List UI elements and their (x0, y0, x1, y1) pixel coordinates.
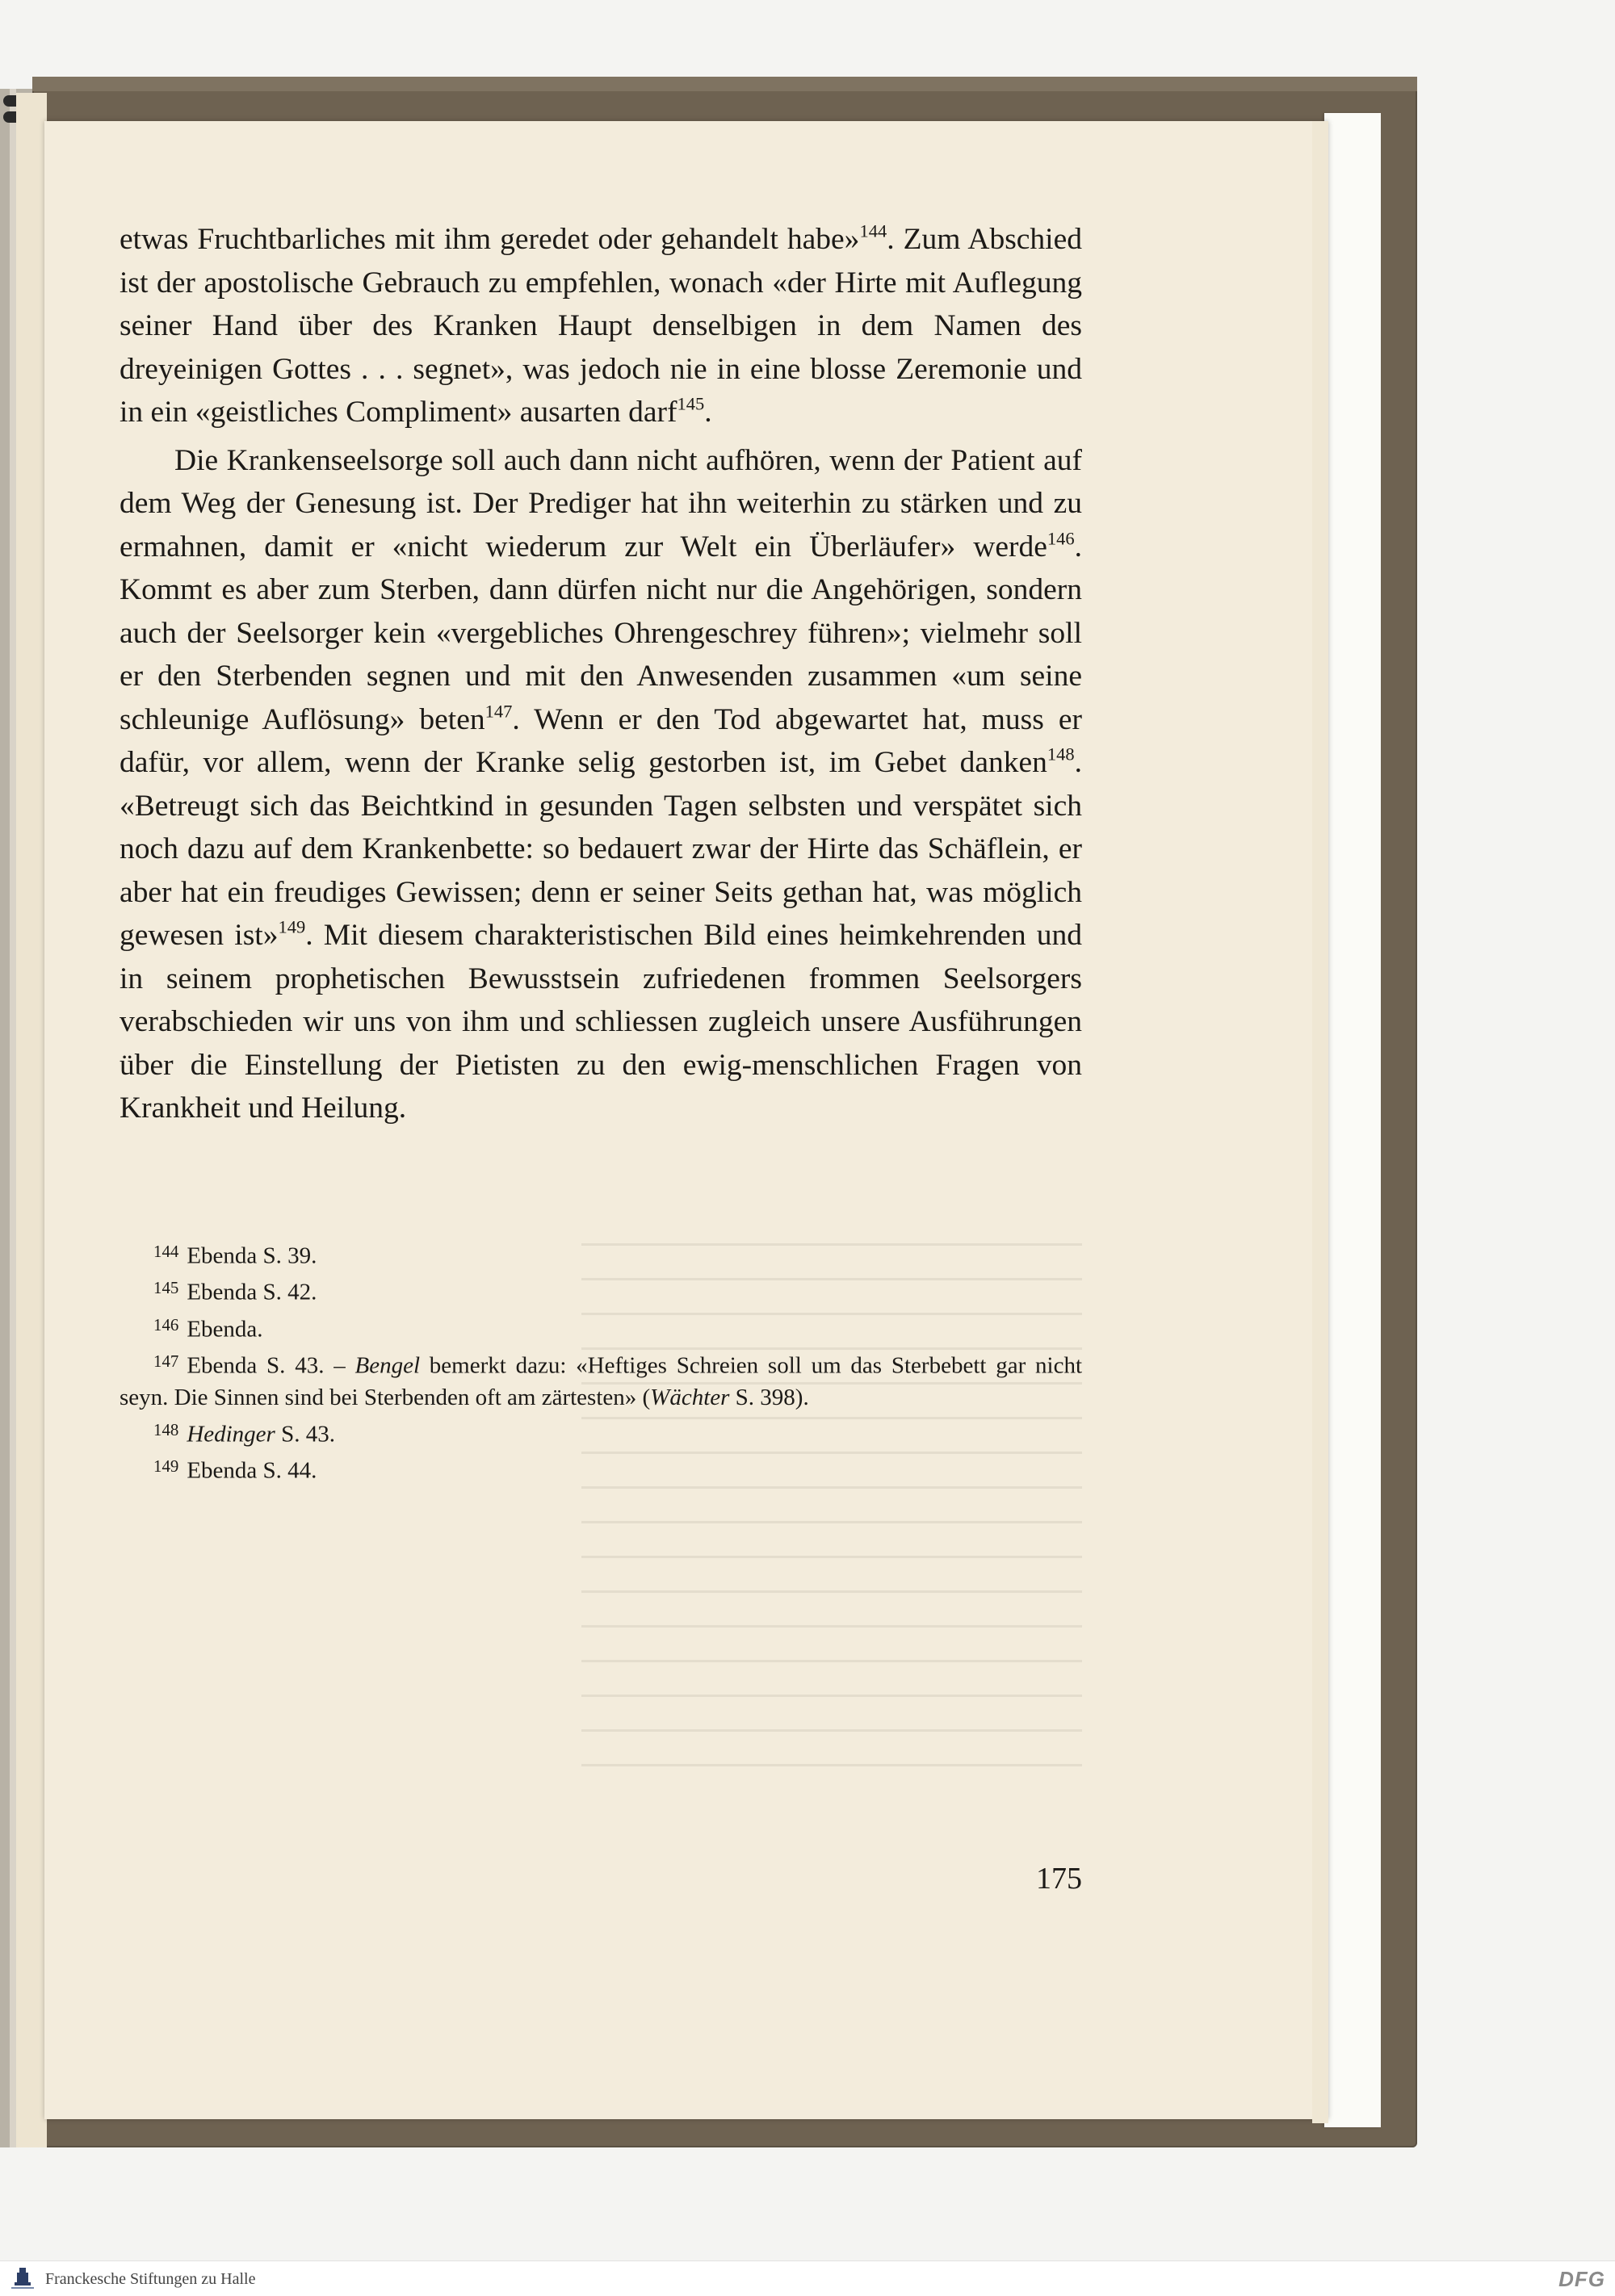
footnote-reference: 145 (677, 393, 705, 414)
footnote: $^{146}$ Ebenda. (153, 1314, 263, 1342)
footnote-number: 149 (153, 1456, 179, 1477)
footnote-reference: 147 (484, 700, 513, 721)
left-page-edge (16, 93, 47, 2147)
institution-name: Franckesche Stiftungen zu Halle (45, 2270, 256, 2288)
footnotes (120, 1235, 1082, 1487)
footnote-reference: 144 (859, 220, 887, 241)
footnote-reference: 146 (1047, 527, 1075, 548)
page-stack-edge (1324, 113, 1381, 2127)
footnote-reference: 149 (278, 916, 306, 937)
footnote-number: 147 (153, 1351, 179, 1371)
page-number: 175 (1036, 1862, 1082, 1896)
footnote: $^{147}$ Ebenda S. 43. – Bengel bemerkt dazu: «Heftiges Schreien soll um das Sterbebett gar nicht seyn. Die Sinnen sind bei Sterbenden oft am zärtesten» (Wächter S. 398). (120, 1351, 1083, 1411)
dfg-logo: DFG (1558, 2267, 1605, 2291)
footnote-number: 144 (153, 1242, 179, 1261)
cited-name: Hedinger (187, 1421, 275, 1448)
footnote: $^{149}$ Ebenda S. 44. (153, 1456, 317, 1484)
footnote: $^{148}$ Hedinger S. 43. (153, 1420, 335, 1448)
paragraph: Die Krankenseelsorge soll auch dann nicht aufhören, wenn der Patient auf dem Weg der Genesung ist. Der Prediger hat ihn weiterhin zu stärken und zu ermahnen, damit er «nicht wiederum zur Welt ein Überläufer» werde$^{146}$. Kommt es aber zum Sterben, dann dürfen nicht nur die Angehörigen, sondern auch der Seelsorger kein «vergebliches Ohrengeschrey führen»; vielmehr soll er den Sterbenden segnen und mit den Anwesenden zusammen «um seine schleunige Auflösung» beten$^{147}$. Wenn er den Tod abgewartet hat, muss er dafür, vor allem, wenn der Kranke selig gestorben ist, im Gebet danken$^{148}$. «Betreugt sich das Beichtkind in gesunden Tagen selbsten und verspätet sich noch dazu auf dem Krankenbette: so bedauert zwar der Hirte das Schäflein, er aber hat ein freudiges Gewissen; denn er seiner Seits gethan hat, was möglich gewesen ist»$^{149}$. Mit diesem charakteristischen Bild eines heimkehrenden und in seinem prophetischen Bewusstsein zufriedenen frommen Seelsorgers verabschieden wir uns von ihm und schliessen zugleich unsere Ausführungen über die Einstellung der Pietisten zu den ewig-menschlichen Fragen von Krankheit und Heilung. (120, 443, 1082, 1125)
body-text (120, 218, 1082, 1130)
paragraph: etwas Fruchtbarliches mit ihm geredet oder gehandelt habe»$^{144}$. Zum Abschied ist der apostolische Gebrauch zu empfehlen, wonach «der Hirte mit Auflegung seiner Hand über des Kranken Haupt denselbigen in dem Namen des dreyeinigen Gottes . . . segnet», was jedoch nie in eine blosse Zeremonie und in ein «geistliches Compliment» ausarten darf$^{145}$. (120, 220, 1082, 429)
footnote-number: 146 (153, 1314, 179, 1334)
page-edge (1312, 121, 1328, 2123)
footnote-number: 148 (153, 1420, 179, 1440)
footnote-number: 145 (153, 1278, 179, 1298)
footnote: $^{145}$ Ebenda S. 42. (153, 1278, 317, 1305)
footnote-reference: 148 (1047, 744, 1075, 765)
cited-name: Wächter (650, 1385, 730, 1411)
institution-logo-icon (8, 2265, 37, 2291)
book-cover-top (32, 77, 1417, 91)
binding-stripe (10, 89, 16, 2147)
footnote: $^{144}$ Ebenda S. 39. (153, 1242, 317, 1269)
cited-name: Bengel (354, 1352, 421, 1379)
viewer-footer (0, 2260, 1615, 2296)
